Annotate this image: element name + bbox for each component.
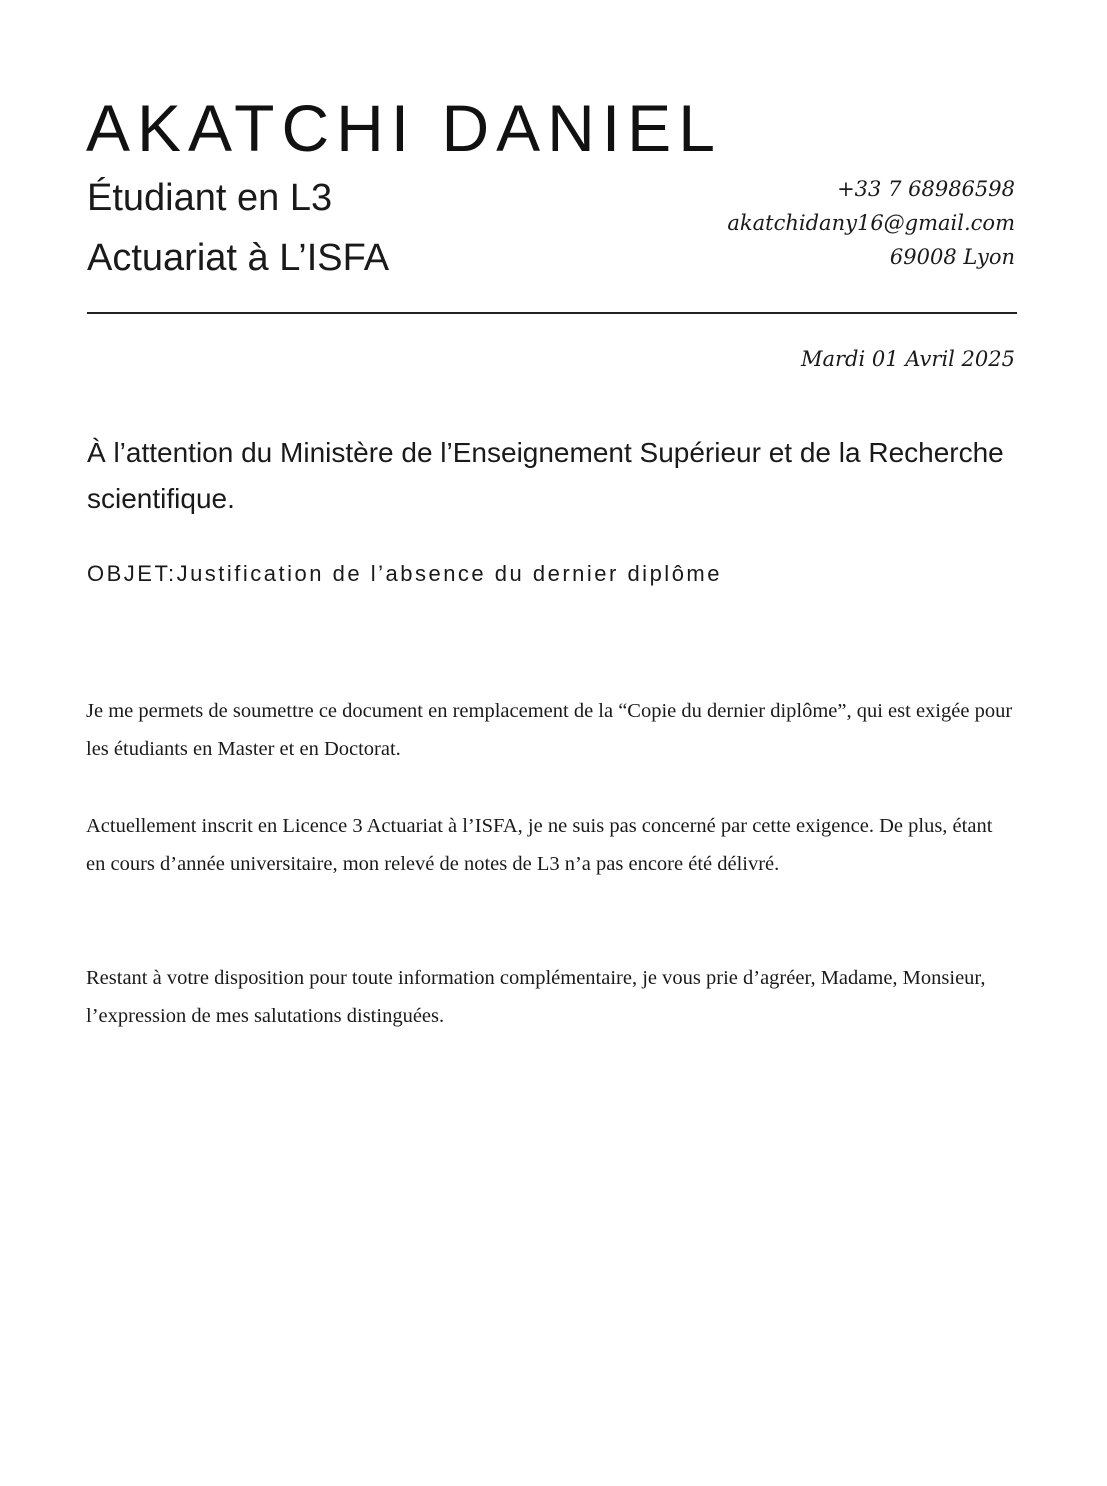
letter-date: Mardi 01 Avril 2025 [800, 347, 1015, 371]
postal-address: 69008 Lyon [889, 245, 1015, 269]
header-divider [87, 312, 1017, 314]
email-address: akatchidany16@gmail.com [727, 211, 1015, 235]
sender-title-line1: Étudiant en L3 [87, 177, 333, 219]
sender-name: AKATCHI DANIEL [86, 91, 722, 165]
body-paragraph-3: Restant à votre disposition pour toute information complémentaire, je vous prie d’agréer, Madame, Monsieur, l’expression de mes salutations distinguées. [86, 967, 986, 1027]
body-paragraph-2: Actuellement inscrit en Licence 3 Actuariat à l’ISFA, je ne suis pas concerné par cette exigence. De plus, étant en cours d’année universitaire, mon relevé de notes de L3 n’a pas encore été délivré. [86, 815, 993, 875]
body-paragraph-1: Je me permets de soumettre ce document en remplacement de la “Copie du dernier diplôme”, qui est exigée pour les étudiants en Master et en Doctorat. [86, 700, 1013, 760]
phone-number: +33 7 68986598 [837, 177, 1015, 201]
recipient-line: À l’attention du Ministère de l’Enseignement Supérieur et de la Recherche scientifique. [87, 437, 1004, 514]
sender-title-line2: Actuariat à L’ISFA [87, 237, 390, 279]
contact-block [727, 172, 1015, 274]
letter-object: OBJET:Justification de l’absence du dernier diplôme [87, 561, 722, 586]
